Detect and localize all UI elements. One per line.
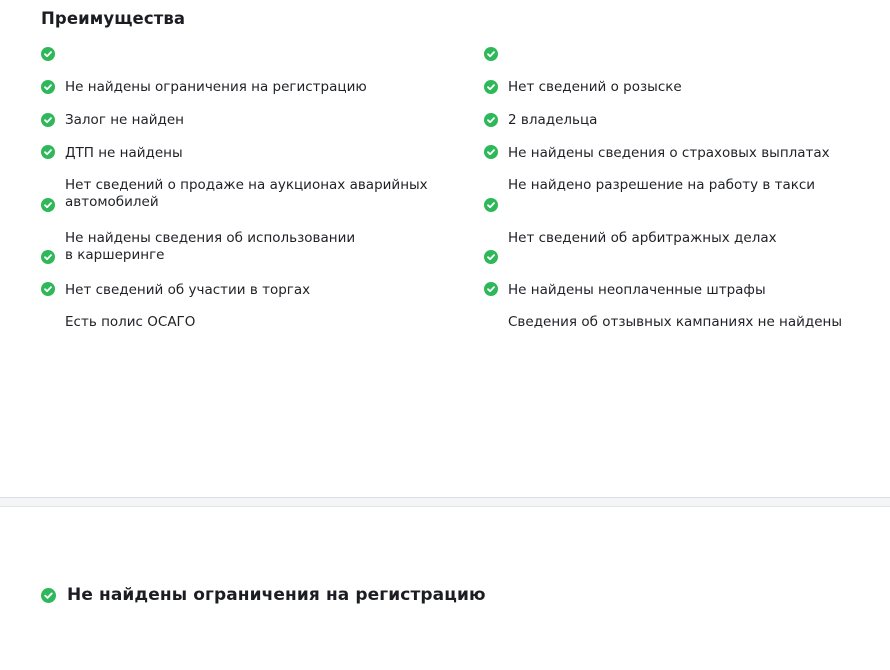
- advantage-label: Не найдены ограничения на регистрацию: [65, 79, 367, 95]
- advantage-label: Нет сведений о продаже на аукционах аварийных автомобилей: [65, 177, 428, 210]
- advantage-label: Не найдены неоплаченные штрафы: [508, 282, 766, 298]
- check-circle-icon: [484, 47, 498, 61]
- advantage-label: Нет сведений об арбитражных делах: [508, 230, 777, 246]
- check-circle-icon: [484, 282, 498, 296]
- section-heading-label: Не найдены ограничения на регистрацию: [67, 585, 486, 605]
- advantage-label: Нет сведений об участии в торгах: [65, 282, 311, 298]
- advantage-label: Залог не найден: [65, 112, 184, 128]
- advantage-label: Сведения об отзывных кампаниях не найдены: [508, 314, 843, 330]
- advantage-item: [484, 280, 884, 331]
- registration-section-heading: [41, 585, 486, 605]
- check-circle-icon: [41, 145, 55, 159]
- advantages-title: Преимущества: [41, 9, 186, 28]
- advantage-item: [484, 196, 884, 247]
- check-circle-icon: [41, 198, 55, 212]
- advantage-label: ДТП не найдены: [65, 145, 183, 161]
- advantage-label: Не найдены сведения об использовании в каршеринге: [65, 230, 356, 263]
- advantage-label: Не найдены сведения о страховых выплатах: [508, 145, 830, 161]
- check-circle-icon: [484, 145, 498, 159]
- advantage-label: Нет сведений о розыске: [508, 79, 682, 95]
- check-circle-icon: [484, 113, 498, 127]
- check-circle-icon: [484, 80, 498, 94]
- section-divider: [0, 498, 890, 507]
- check-circle-icon: [41, 47, 55, 61]
- advantage-label: Не найдено разрешение на работу в такси: [508, 177, 816, 193]
- check-circle-icon: [484, 198, 498, 212]
- check-circle-icon: [41, 250, 55, 264]
- advantage-item: [484, 143, 884, 194]
- check-circle-icon: [484, 250, 498, 264]
- advantage-item: [41, 280, 471, 331]
- advantage-label: Есть полис ОСАГО: [65, 314, 196, 330]
- check-circle-icon: [41, 588, 56, 603]
- check-circle-icon: [41, 113, 55, 127]
- advantage-label: 2 владельца: [508, 112, 598, 128]
- check-circle-icon: [41, 80, 55, 94]
- check-circle-icon: [41, 282, 55, 296]
